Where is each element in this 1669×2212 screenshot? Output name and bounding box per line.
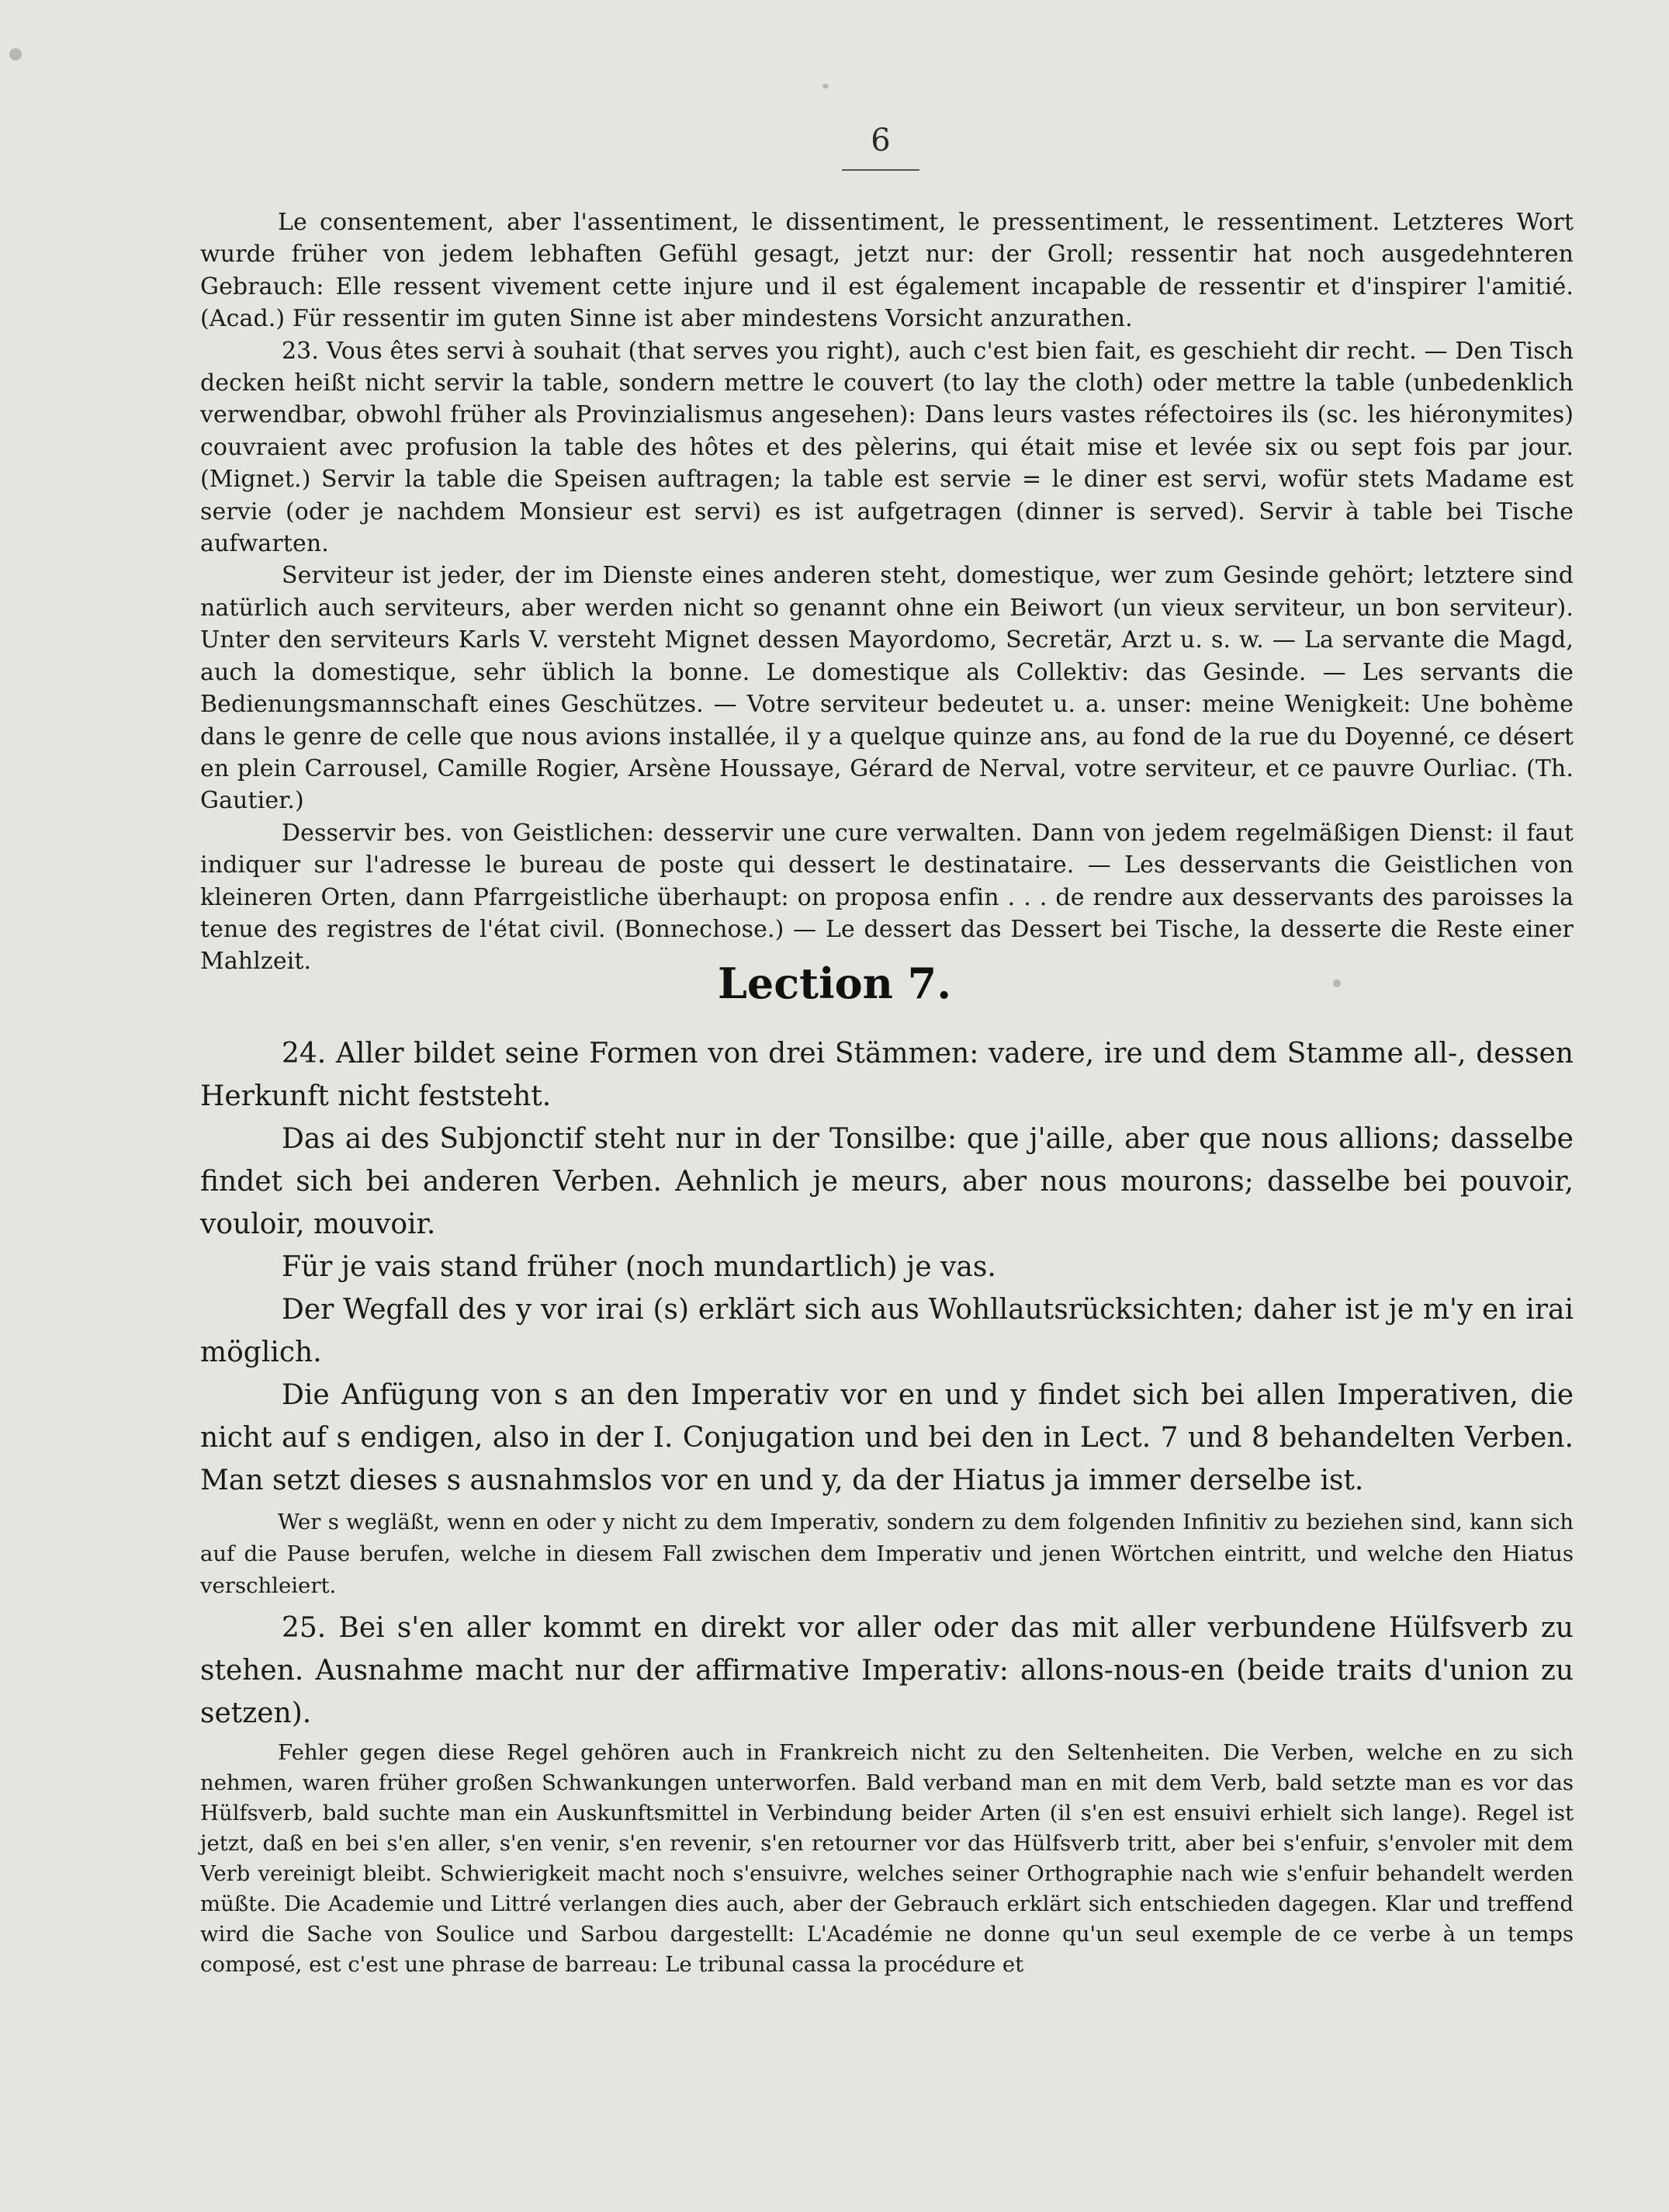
- paragraph-25: 25. Bei s'en aller kommt en direkt vor aller oder das mit aller verbundene Hülfsverb zu stehen. Ausnahme macht nur der affirmative Imperativ: allons-nous-en (beide traits d'union zu setzen).: [200, 1612, 1574, 1729]
- paragraph-desservir: Desservir bes. von Geistlichen: desservir une cure verwalten. Dann von jedem regelmäßigen Dienst: il faut indiquer sur l'adresse le bureau de poste qui dessert le destinataire. — Les desservants die Geistlichen von kleineren Orten, dann Pfarrgeistliche überhaupt: on proposa enfin . . . de rendre aux desservants des paroisses la tenue des registres de l'état civil. (Bonnechose.) — Le dessert das Dessert bei Tische, la desserte die Reste einer Mahlzeit.: [200, 819, 1574, 976]
- ink-spot: [9, 48, 22, 61]
- page-number: 6: [871, 123, 891, 158]
- lection-heading: Lection 7.: [717, 959, 952, 1008]
- ink-spot: [822, 84, 829, 88]
- paragraph-24: 24. Aller bildet seine Formen von drei Stämmen: vadere, ire und dem Stamme all-, dessen Herkunft nicht feststeht.: [200, 1038, 1574, 1112]
- paragraph-23: 23. Vous êtes servi à souhait (that serves you right), auch c'est bien fait, es geschieht dir recht. — Den Tisch decken heißt nicht servir la table, sondern mettre le couvert (to lay the cloth) oder mettre la table (unbedenklich verwendbar, obwohl früher als Provinzialismus angesehen): Dans leurs vastes réfectoires ils (sc. les hiéronymites) couvraient avec profusion la table des hôtes et des pèlerins, qui était mise et levée six ou sept fois par jour. (Mignet.) Servir la table die Speisen auftragen; la table est servie = le diner est servi, wofür stets Madame est servie (oder je nachdem Monsieur est servi) es ist aufgetragen (dinner is served). Servir à table bei Tische aufwarten.: [200, 337, 1574, 558]
- paragraph-serviteur: Serviteur ist jeder, der im Dienste eines anderen steht, domestique, wer zum Gesinde gehört; letztere sind natürlich auch serviteurs, aber werden nicht so genannt ohne ein Beiwort (un vieux serviteur, un bon serviteur). Unter den serviteurs Karls V. versteht Mignet dessen Mayordomo, Secretär, Arzt u. s. w. — La servante die Magd, auch la domestique, sehr üblich la bonne. Le domestique als Collektiv: das Gesinde. — Les servants die Bedienungsmannschaft eines Geschützes. — Votre serviteur bedeutet u. a. unser: meine Wenigkeit: Une bohème dans le genre de celle que nous avions installée, il y a quelque quinze ans, au fond de la rue du Doyenné, ce désert en plein Carrousel, Camille Rogier, Arsène Houssaye, Gérard de Nerval, votre serviteur, et ce pauvre Ourliac. (Th. Gautier.): [200, 562, 1574, 815]
- lection-body: [200, 1032, 1574, 1980]
- paragraph-subjonctif: Das ai des Subjonctif steht nur in der Tonsilbe: que j'aille, aber que nous allions; dasselbe findet sich bei anderen Verben. Aehnlich je meurs, aber nous mourons; dasselbe bei pouvoir, vouloir, mouvoir.: [200, 1123, 1574, 1240]
- paragraph-je-vas: Für je vais stand früher (noch mundartlich) je vas.: [282, 1251, 996, 1283]
- note-fehler: Fehler gegen diese Regel gehören auch in Frankreich nicht zu den Seltenheiten. Die Verben, welche en zu sich nehmen, waren früher großen Schwankungen unterworfen. Bald verband man en mit dem Verb, bald setzte man es vor das Hülfsverb, bald suchte man ein Auskunftsmittel in Verbindung beider Arten (il s'en est ensuivi erhielt sich lange). Regel ist jetzt, daß en bei s'en aller, s'en venir, s'en revenir, s'en retourner vor das Hülfsverb tritt, aber bei s'enfuir, s'envoler mit dem Verb vereinigt bleibt. Schwierigkeit macht noch s'ensuivre, welches seiner Orthographie nach wie s'enfuir behandelt werden müßte. Die Academie und Littré verlangen dies auch, aber der Gebrauch erklärt sich entschieden dagegen. Klar und treffend wird die Sache von Soulice und Sarbou dargestellt: L'Académie ne donne qu'un seul exemple de ce verbe à un temps composé, est c'est une phrase de barreau: Le tribunal cassa la procédure et: [200, 1740, 1574, 1977]
- note-hiatus: Wer s wegläßt, wenn en oder y nicht zu dem Imperativ, sondern zu dem folgenden Infinitiv zu beziehen sind, kann sich auf die Pause berufen, welche in diesem Fall zwischen dem Imperativ und jenen Wörtchen eintritt, und welche den Hiatus verschleiert.: [200, 1510, 1574, 1598]
- page-number-rule: [842, 169, 919, 171]
- paragraph-wegfall: Der Wegfall des y vor irai (s) erklärt sich aus Wohllautsrücksichten; daher ist je m'y en irai möglich.: [200, 1294, 1574, 1368]
- top-section: [200, 206, 1574, 978]
- paragraph-imperativ: Die Anfügung von s an den Imperativ vor en und y findet sich bei allen Imperativen, die nicht auf s endigen, also in der I. Conjugation und bei den in Lect. 7 und 8 behandelten Verben. Man setzt dieses s ausnahmslos vor en und y, da der Hiatus ja immer derselbe ist.: [200, 1379, 1574, 1496]
- paragraph-consentement: Le consentement, aber l'assentiment, le dissentiment, le pressentiment, le ressentiment. Letzteres Wort wurde früher von jedem lebhaften Gefühl gesagt, jetzt nur: der Groll; ressentir hat noch ausgedehnteren Gebrauch: Elle ressent vivement cette injure und il est également incapable de ressentir et d'inspirer l'amitié. (Acad.) Für ressentir im guten Sinne ist aber mindestens Vorsicht anzurathen.: [200, 209, 1574, 333]
